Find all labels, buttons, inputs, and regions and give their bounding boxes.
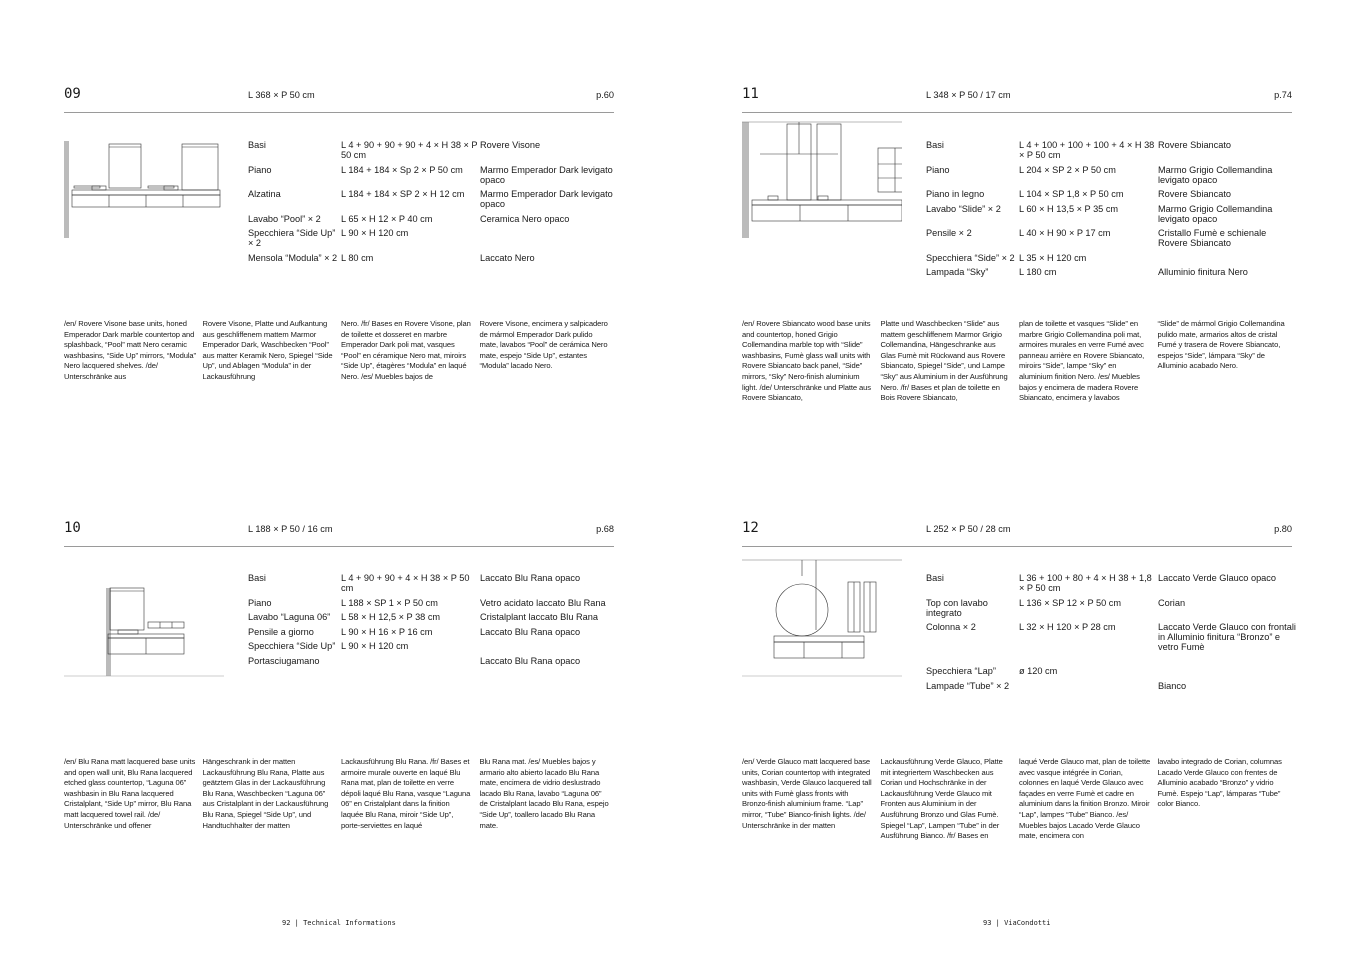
spec-finish: Rovere Sbiancato — [1158, 189, 1232, 199]
composition-number: 09 — [64, 86, 81, 102]
spec-size: L 4 + 90 + 90 + 4 × H 38 × P 50 cm — [341, 573, 470, 593]
description-11 — [742, 319, 1297, 404]
spec-finish — [480, 228, 618, 248]
spec-finish: Marmo Grigio Collemandina levigato opaco — [1158, 203, 1273, 224]
spec-finish: Vetro acidato laccato Blu Rana — [480, 597, 606, 608]
page-reference: p.80 — [1274, 524, 1292, 534]
footer-right: 93 | ViaCondotti — [983, 919, 1051, 927]
spec-size: L 90 × H 16 × P 16 cm — [341, 626, 433, 637]
spec-row — [926, 189, 1298, 199]
spec-size: L 184 + 184 × SP 2 × H 12 cm — [341, 189, 465, 199]
spec-name: Piano — [926, 164, 950, 175]
description-column: lavabo integrado de Corian, columnas Lacado Verde Glauco con frentes de Alluminio acabado “Bronzo” y vidrio Fumè. Espejo “Lap”, lámparas “Tube” color Bianco. — [1157, 757, 1282, 809]
spec-row — [926, 267, 1298, 277]
spec-name: Colonna × 2 — [926, 622, 976, 632]
spec-finish: Rovere Sbiancato — [1158, 140, 1232, 150]
spec-finish: Bianco — [1158, 680, 1187, 691]
spec-row — [248, 165, 620, 185]
spec-size: L 90 × H 120 cm — [341, 641, 409, 651]
description-column: /en/ Rovere Visone base units, honed Emperador Dark marble countertop and splashback, “Pool” matt Nero ceramic washbasins, “Side Up” mirrors, “Modula” Nero lacquered shelves. /de/ Unterschränke aus — [64, 319, 196, 381]
spec-table-12 — [926, 573, 1298, 695]
spec-name: Piano in legno — [926, 189, 985, 199]
description-column: Hängeschrank in der matten Lackausführung Blu Rana, Platte aus geätztem Glas in der Lackausführung Blu Rana, Waschbecken “Laguna 06” aus Cristalplant in der Lackausführung Blu Rana, Spiegel “Side Up”, und Handtuchhalter der matten — [202, 757, 329, 830]
spec-row — [926, 165, 1298, 185]
spec-finish: Corian — [1158, 597, 1186, 608]
composition-header — [742, 86, 1292, 113]
spec-size: L 58 × H 12,5 × P 38 cm — [341, 612, 441, 622]
spec-size: L 65 × H 12 × P 40 cm — [341, 213, 433, 224]
composition-12 — [742, 520, 1292, 547]
spec-finish: Cristallo Fumè e schienale Rovere Sbiancato — [1158, 228, 1267, 248]
spec-row — [926, 598, 1298, 618]
description-column: Rovere Visone, Platte und Aufkantung aus geschliffenem mattem Marmor Emperador Dark, Waschbecken “Pool” aus matter Keramik Nero, Spiegel “Side Up”, und Ablagen “Modula” in der Lackausführung — [202, 319, 333, 381]
spec-finish: Laccato Verde Glauco opaco — [1158, 573, 1276, 583]
page-reference: p.60 — [596, 90, 614, 100]
spec-name: Lampade “Tube” × 2 — [926, 680, 1010, 691]
spec-size: L 32 × H 120 × P 28 cm — [1019, 622, 1116, 632]
spec-row — [248, 612, 620, 622]
spec-finish: Marmo Grigio Collemandina levigato opaco — [1158, 164, 1273, 185]
spec-row — [248, 228, 620, 248]
spec-row — [248, 140, 620, 160]
spec-size: L 90 × H 120 cm — [341, 228, 409, 238]
spec-row — [926, 140, 1298, 160]
spec-row — [926, 204, 1298, 224]
spec-row — [248, 214, 620, 224]
description-column: /en/ Blu Rana matt lacquered base units and open wall unit, Blu Rana lacquered etched glass countertop, “Laguna 06” washbasin in Blu Rana lacquered Cristalplant, “Side Up” mirror, Blu Rana matt lacquered towel rail. /de/ Unterschränke und offener — [64, 757, 196, 830]
spec-finish: Marmo Emperador Dark levigato opaco — [480, 164, 613, 185]
spec-row — [248, 598, 620, 608]
spec-finish: Laccato Blu Rana opaco — [480, 655, 581, 666]
spec-row — [926, 681, 1298, 691]
spec-row — [248, 189, 620, 209]
description-column: laqué Verde Glauco mat, plan de toilette avec vasque intégrée in Corian, colonnes en laqué Verde Glauco avec façades en verre Fumè et cadre en aluminium dans la finition Bronzo. Miroir “Lap”, lampes “Tube” Bianco. /es/ Muebles bajos Lacado Verde Glauco mate, encimera con — [1019, 757, 1151, 841]
composition-number: 11 — [742, 86, 759, 102]
spec-size: L 136 × SP 12 × P 50 cm — [1019, 597, 1121, 608]
page-reference: p.74 — [1274, 90, 1292, 100]
drawing-composition-09 — [64, 138, 224, 258]
spec-name: Specchiera “Side Up” × 2 — [248, 228, 336, 248]
composition-09 — [64, 86, 614, 113]
spec-size: L 60 × H 13,5 × P 35 cm — [1019, 203, 1119, 214]
spec-row — [926, 253, 1298, 263]
spec-name: Lampada “Sky” — [926, 267, 989, 277]
description-column: Nero. /fr/ Bases en Rovere Visone, plan de toilette et dosseret en marbre Emperador Dark poli mat, vasques “Pool” en céramique Nero mat, miroirs “Side Up”, étagères “Modula” en laqué Nero. /es/ Muebles bajos de — [341, 319, 471, 381]
spec-name: Alzatina — [248, 189, 281, 199]
composition-header — [742, 520, 1292, 547]
spec-row — [248, 656, 620, 666]
composition-dimensions: L 368 × P 50 cm — [248, 90, 315, 100]
spec-name: Specchiera “Side Up” — [248, 641, 336, 651]
spec-name: Top con lavabo integrato — [926, 597, 988, 618]
description-09 — [64, 319, 619, 383]
spec-finish: Ceramica Nero opaco — [480, 213, 570, 224]
spec-name: Pensile × 2 — [926, 228, 972, 238]
spec-finish: Laccato Blu Rana opaco — [480, 626, 581, 637]
spec-name: Lavabo “Pool” × 2 — [248, 213, 321, 224]
spec-finish: Rovere Visone — [480, 140, 541, 150]
description-column: “Slide” de mármol Grigio Collemandina pulido mate, armarios altos de cristal Fumé y trasera de Rovere Sbiancato, espejos “Side”, lámpara “Sky” de Alluminio acabado Nero. — [1157, 319, 1285, 371]
drawing-composition-11 — [742, 120, 902, 240]
description-column: /en/ Verde Glauco matt lacquered base units, Corian countertop with integrated washbasin, Verde Glauco lacquered tall units with Fumè glass fronts with Bronzo-finish aluminium frame. “Lap” mirror, “Tube” Bianco-finish lights. /de/ Unterschränke in der matten — [742, 757, 872, 830]
spec-row — [248, 253, 620, 263]
spec-finish: Laccato Nero — [480, 252, 535, 263]
spec-size: L 180 cm — [1019, 267, 1057, 277]
spec-size — [1019, 681, 1158, 691]
spec-size: L 188 × SP 1 × P 50 cm — [341, 597, 438, 608]
spec-name: Mensola “Modula” × 2 — [248, 252, 338, 263]
description-column: Lackausführung Blu Rana. /fr/ Bases et armoire murale ouverte en laqué Blu Rana mat, plan de toilette en verre dépoli laqué Blu Rana, vasque “Laguna 06” en Cristalplant dans la finition laquée Blu Rana, miroir “Side Up”, porte-serviettes en laqué — [341, 757, 471, 830]
description-column: Platte und Waschbecken “Slide” aus mattem geschliffenem Marmor Grigio Collemandina, Hängeschranke aus Glas Fumè mit Rückwand aus Rovere Sbiancato, Spiegel “Side”, und Lampe “Sky” aus Aluminium in der Ausführung Nero. /fr/ Bases et plan de toilette en Bois Rovere Sbiancato, — [880, 319, 1008, 403]
description-column: plan de toilette et vasques “Slide” en marbre Grigio Collemandina poli mat, armoires murales en verre Fumé avec panneau arrière en Rovere Sbiancato, miroirs “Side”, lampe “Sky” en aluminium finition Nero. /es/ Muebles bajos y encimera de madera Rovere Sbiancato, encimera y lavabos — [1019, 319, 1145, 403]
composition-header — [64, 520, 614, 547]
spec-row — [926, 666, 1298, 676]
spec-size: L 36 + 100 + 80 + 4 × H 38 + 1,8 × P 50 cm — [1019, 573, 1152, 593]
spec-name: Specchiera “Lap” — [926, 666, 996, 676]
spec-size: L 184 + 184 × Sp 2 × P 50 cm — [341, 164, 463, 175]
spec-row — [926, 622, 1298, 652]
spec-finish: Marmo Emperador Dark levigato opaco — [480, 189, 613, 209]
spec-name: Basi — [248, 573, 266, 583]
description-10 — [64, 757, 619, 831]
description-column: Lackausführung Verde Glauco, Platte mit integriertem Waschbecken aus Corian und Hochschränke in der Lackausführung Verde Glauco mit Fronten aus Aluminium in der Ausführung Bronzo und Glas Fumè. Spiegel “Lap”, Lampen “Tube” in der Ausführung Bianco. /fr/ Bases en — [880, 757, 1003, 841]
composition-header — [64, 86, 614, 113]
composition-11 — [742, 86, 1292, 113]
spec-size: ø 120 cm — [1019, 666, 1058, 676]
spec-row — [248, 627, 620, 637]
spec-size: L 35 × H 120 cm — [1019, 252, 1087, 263]
description-column: Blu Rana mat. /es/ Muebles bajos y armario alto abierto lacado Blu Rana mate, encimera de vidrio deslustrado lacado Blu Rana, lavabo “Laguna 06” de Cristalplant lacado Blu Rana, espejo “Side Up”, toallero lacado Blu Rana mate. — [479, 757, 609, 830]
composition-number: 10 — [64, 520, 81, 536]
spec-name: Portasciugamano — [248, 655, 320, 666]
spec-name: Basi — [248, 140, 266, 150]
spec-finish — [1158, 666, 1296, 676]
footer-left: 92 | Technical Informations — [282, 919, 396, 927]
spec-size: L 40 × H 90 × P 17 cm — [1019, 228, 1111, 238]
spec-name: Piano — [248, 597, 272, 608]
spec-finish: Laccato Verde Glauco con frontali in Alluminio finitura “Bronzo” e vetro Fumè — [1158, 622, 1296, 652]
drawing-composition-12 — [742, 558, 902, 678]
composition-number: 12 — [742, 520, 759, 536]
spec-row — [248, 641, 620, 651]
spec-finish — [1158, 253, 1296, 263]
spec-name: Lavabo “Slide” × 2 — [926, 203, 1001, 214]
spec-size — [341, 656, 480, 666]
spec-row — [248, 573, 620, 593]
composition-dimensions: L 188 × P 50 / 16 cm — [248, 524, 333, 534]
spec-name: Basi — [926, 573, 944, 583]
description-column: /en/ Rovere Sbiancato wood base units and countertop, honed Grigio Collemandina marble top with “Slide” washbasins, Fumè glass wall units with Rovere Sbiancato back panel, “Side” mirrors, “Sky” Nero-finish aluminium light. /de/ Unterschränke und Platte aus Rovere Sbiancato, — [742, 319, 871, 403]
spec-name: Piano — [248, 164, 272, 175]
spec-table-10 — [248, 573, 620, 670]
spec-finish: Laccato Blu Rana opaco — [480, 573, 581, 583]
spec-finish: Alluminio finitura Nero — [1158, 267, 1248, 277]
spec-name: Specchiera “Side” × 2 — [926, 252, 1015, 263]
spec-finish — [480, 641, 618, 651]
spec-table-11 — [926, 140, 1298, 282]
spec-name: Basi — [926, 140, 944, 150]
spec-row — [926, 228, 1298, 248]
spec-size: L 204 × SP 2 × P 50 cm — [1019, 164, 1116, 175]
spec-size: L 104 × SP 1,8 × P 50 cm — [1019, 189, 1124, 199]
description-12 — [742, 757, 1297, 842]
spec-row — [926, 573, 1298, 593]
composition-dimensions: L 252 × P 50 / 28 cm — [926, 524, 1011, 534]
composition-10 — [64, 520, 614, 547]
spec-size: L 4 + 90 + 90 + 90 + 4 × H 38 × P 50 cm — [341, 140, 478, 160]
spec-name: Pensile a giorno — [248, 626, 314, 637]
page-reference: p.68 — [596, 524, 614, 534]
spec-name: Lavabo “Laguna 06” — [248, 612, 331, 622]
spec-table-09 — [248, 140, 620, 267]
spec-finish: Cristalplant laccato Blu Rana — [480, 612, 598, 622]
description-column: Rovere Visone, encimera y salpicadero de mármol Emperador Dark pulido mate, lavabos “Pool” de cerámica Nero mate, espejo “Side Up”, estantes “Modula” lacado Nero. — [479, 319, 608, 371]
composition-dimensions: L 348 × P 50 / 17 cm — [926, 90, 1011, 100]
spec-size: L 80 cm — [341, 252, 374, 263]
spec-size: L 4 + 100 + 100 + 100 + 4 × H 38 × P 50 cm — [1019, 140, 1155, 160]
drawing-composition-10 — [64, 560, 224, 680]
